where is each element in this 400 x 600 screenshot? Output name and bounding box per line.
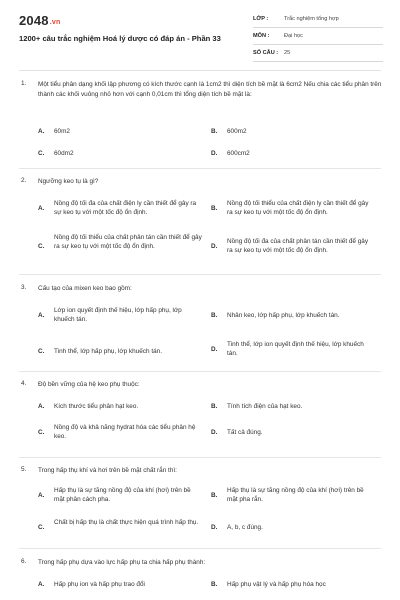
site-logo[interactable] bbox=[19, 13, 60, 28]
question-text: Cấu tạo của mixen keo bao gồm: bbox=[38, 285, 132, 292]
logo-text: 2048 bbox=[19, 13, 49, 28]
question-text: Một tiểu phân dạng khối lập phương có kích thước cạnh là 1cm2 thì diện tích bề mặt là 6cm2 Nếu chia các tiểu phân trên thành các khối vuông nhỏ hơn với cạnh 0,01cm thì tổng diện tích bề mặt là: bbox=[38, 81, 382, 98]
logo-domain: .vn bbox=[49, 19, 61, 26]
option-letter: D. bbox=[211, 524, 218, 531]
option-letter: B. bbox=[211, 492, 218, 499]
option-letter: D. bbox=[211, 243, 218, 250]
option-text: Nồng độ và khả năng hydrat hóa các tiểu phân hệ keo. bbox=[54, 424, 196, 441]
question-number: 1. bbox=[21, 80, 27, 87]
option-text: 60dm2 bbox=[54, 150, 74, 157]
question-number: 5. bbox=[21, 466, 27, 473]
info-row-subject bbox=[253, 30, 383, 45]
question-number: 3. bbox=[21, 284, 27, 291]
option-letter: C. bbox=[38, 243, 45, 250]
option-text: Chất bị hấp thụ là chất thực hiện quá trình hấp thụ. bbox=[54, 519, 199, 526]
info-panel bbox=[253, 13, 383, 64]
option-letter: B. bbox=[211, 403, 218, 410]
info-key: LỚP : bbox=[253, 16, 269, 22]
document-header bbox=[0, 0, 400, 70]
option-text: Hấp phụ vật lý và hấp phụ hóa học bbox=[227, 581, 326, 588]
option-letter: C. bbox=[38, 524, 45, 531]
info-value: 25 bbox=[284, 50, 291, 56]
option-letter: D. bbox=[211, 150, 218, 157]
option-text: Hấp thụ là sự tăng nồng độ của khí (hơi) trên bề mặt pha rắn. bbox=[227, 487, 364, 504]
option-letter: A. bbox=[38, 492, 45, 499]
option-text: Hấp phụ ion và hấp phụ trao đổi bbox=[54, 581, 145, 588]
question-divider bbox=[19, 274, 381, 275]
option-text: Tất cả đúng. bbox=[227, 429, 263, 436]
option-letter: B. bbox=[211, 581, 218, 588]
option-letter: B. bbox=[211, 312, 218, 319]
option-text: Nhân keo, lớp hấp phụ, lớp khuếch tán. bbox=[227, 312, 340, 319]
info-key: SỐ CÂU : bbox=[253, 50, 279, 56]
option-letter: C. bbox=[38, 429, 45, 436]
option-text: Nồng độ tối thiểu của chất điện ly cần thiết để gây ra sự keo tụ với một tốc độ ổn định. bbox=[227, 200, 369, 217]
info-row-count bbox=[253, 47, 383, 62]
info-row-class bbox=[253, 13, 383, 28]
option-text: Nồng độ tối đa của chất phân tán cần thiết để gây ra sự keo tụ với một tốc độ ổn định. bbox=[227, 238, 369, 255]
info-key: MÔN : bbox=[253, 33, 270, 39]
page-title: 1200+ câu trắc nghiệm Hoá lý dược có đáp án - Phần 33 bbox=[19, 34, 221, 43]
question-text: Ngưỡng keo tụ là gì? bbox=[38, 178, 99, 185]
question-text: Trong hấp phụ dựa vào lực hấp phụ ta chia hấp phụ thành: bbox=[38, 559, 206, 566]
option-letter: B. bbox=[211, 205, 218, 212]
question-text: Độ bền vững của hệ keo phụ thuộc: bbox=[38, 381, 140, 388]
option-letter: A. bbox=[38, 581, 45, 588]
option-text: Nồng độ tối thiểu của chất phân tán cần thiết để gây ra sự keo tụ với một tốc độ ổn định. bbox=[54, 234, 202, 251]
option-letter: C. bbox=[38, 150, 45, 157]
question-number: 4. bbox=[21, 380, 27, 387]
question-divider bbox=[19, 168, 381, 169]
question-divider bbox=[19, 548, 381, 549]
question-number: 6. bbox=[21, 558, 27, 565]
header-divider bbox=[19, 70, 381, 71]
info-value: Đại học bbox=[284, 33, 303, 39]
option-letter: A. bbox=[38, 312, 45, 319]
option-text: Kích thước tiểu phân hạt keo. bbox=[54, 403, 139, 410]
question-divider bbox=[19, 457, 381, 458]
question-number: 2. bbox=[21, 177, 27, 184]
option-letter: B. bbox=[211, 128, 218, 135]
option-text: 600m2 bbox=[227, 128, 247, 135]
option-text: 600cm2 bbox=[227, 150, 250, 157]
option-text: A, b, c đúng. bbox=[227, 524, 263, 531]
option-text: Nồng độ tối đa của chất điện ly cần thiết để gây ra sự keo tụ với một tốc độ ổn định. bbox=[54, 200, 197, 217]
option-letter: A. bbox=[38, 403, 45, 410]
option-letter: D. bbox=[211, 429, 218, 436]
option-text: Lớp ion quyết định thế hiệu, lớp hấp phụ, lớp khuếch tán. bbox=[54, 307, 182, 324]
option-letter: D. bbox=[211, 346, 218, 353]
option-letter: A. bbox=[38, 205, 45, 212]
question-divider bbox=[19, 371, 381, 372]
info-value: Trắc nghiệm tổng hợp bbox=[284, 16, 339, 22]
question-text: Trong hấp thụ khí và hơi trên bề mặt chất rắn thì: bbox=[38, 467, 177, 474]
option-text: Hấp thụ là sự tăng nồng độ của khí (hơi) trên bề mặt phân cách pha. bbox=[54, 487, 191, 504]
option-letter: A. bbox=[38, 128, 45, 135]
option-text: Tinh thể, lớp hấp phụ, lớp khuếch tán. bbox=[54, 348, 162, 355]
option-text: Tính tích điện của hạt keo. bbox=[227, 403, 303, 410]
option-text: 60m2 bbox=[54, 128, 70, 135]
option-text: Tinh thể, lớp ion quyết định thế hiệu, lớp khuếch tán. bbox=[227, 341, 364, 358]
option-letter: C. bbox=[38, 348, 45, 355]
